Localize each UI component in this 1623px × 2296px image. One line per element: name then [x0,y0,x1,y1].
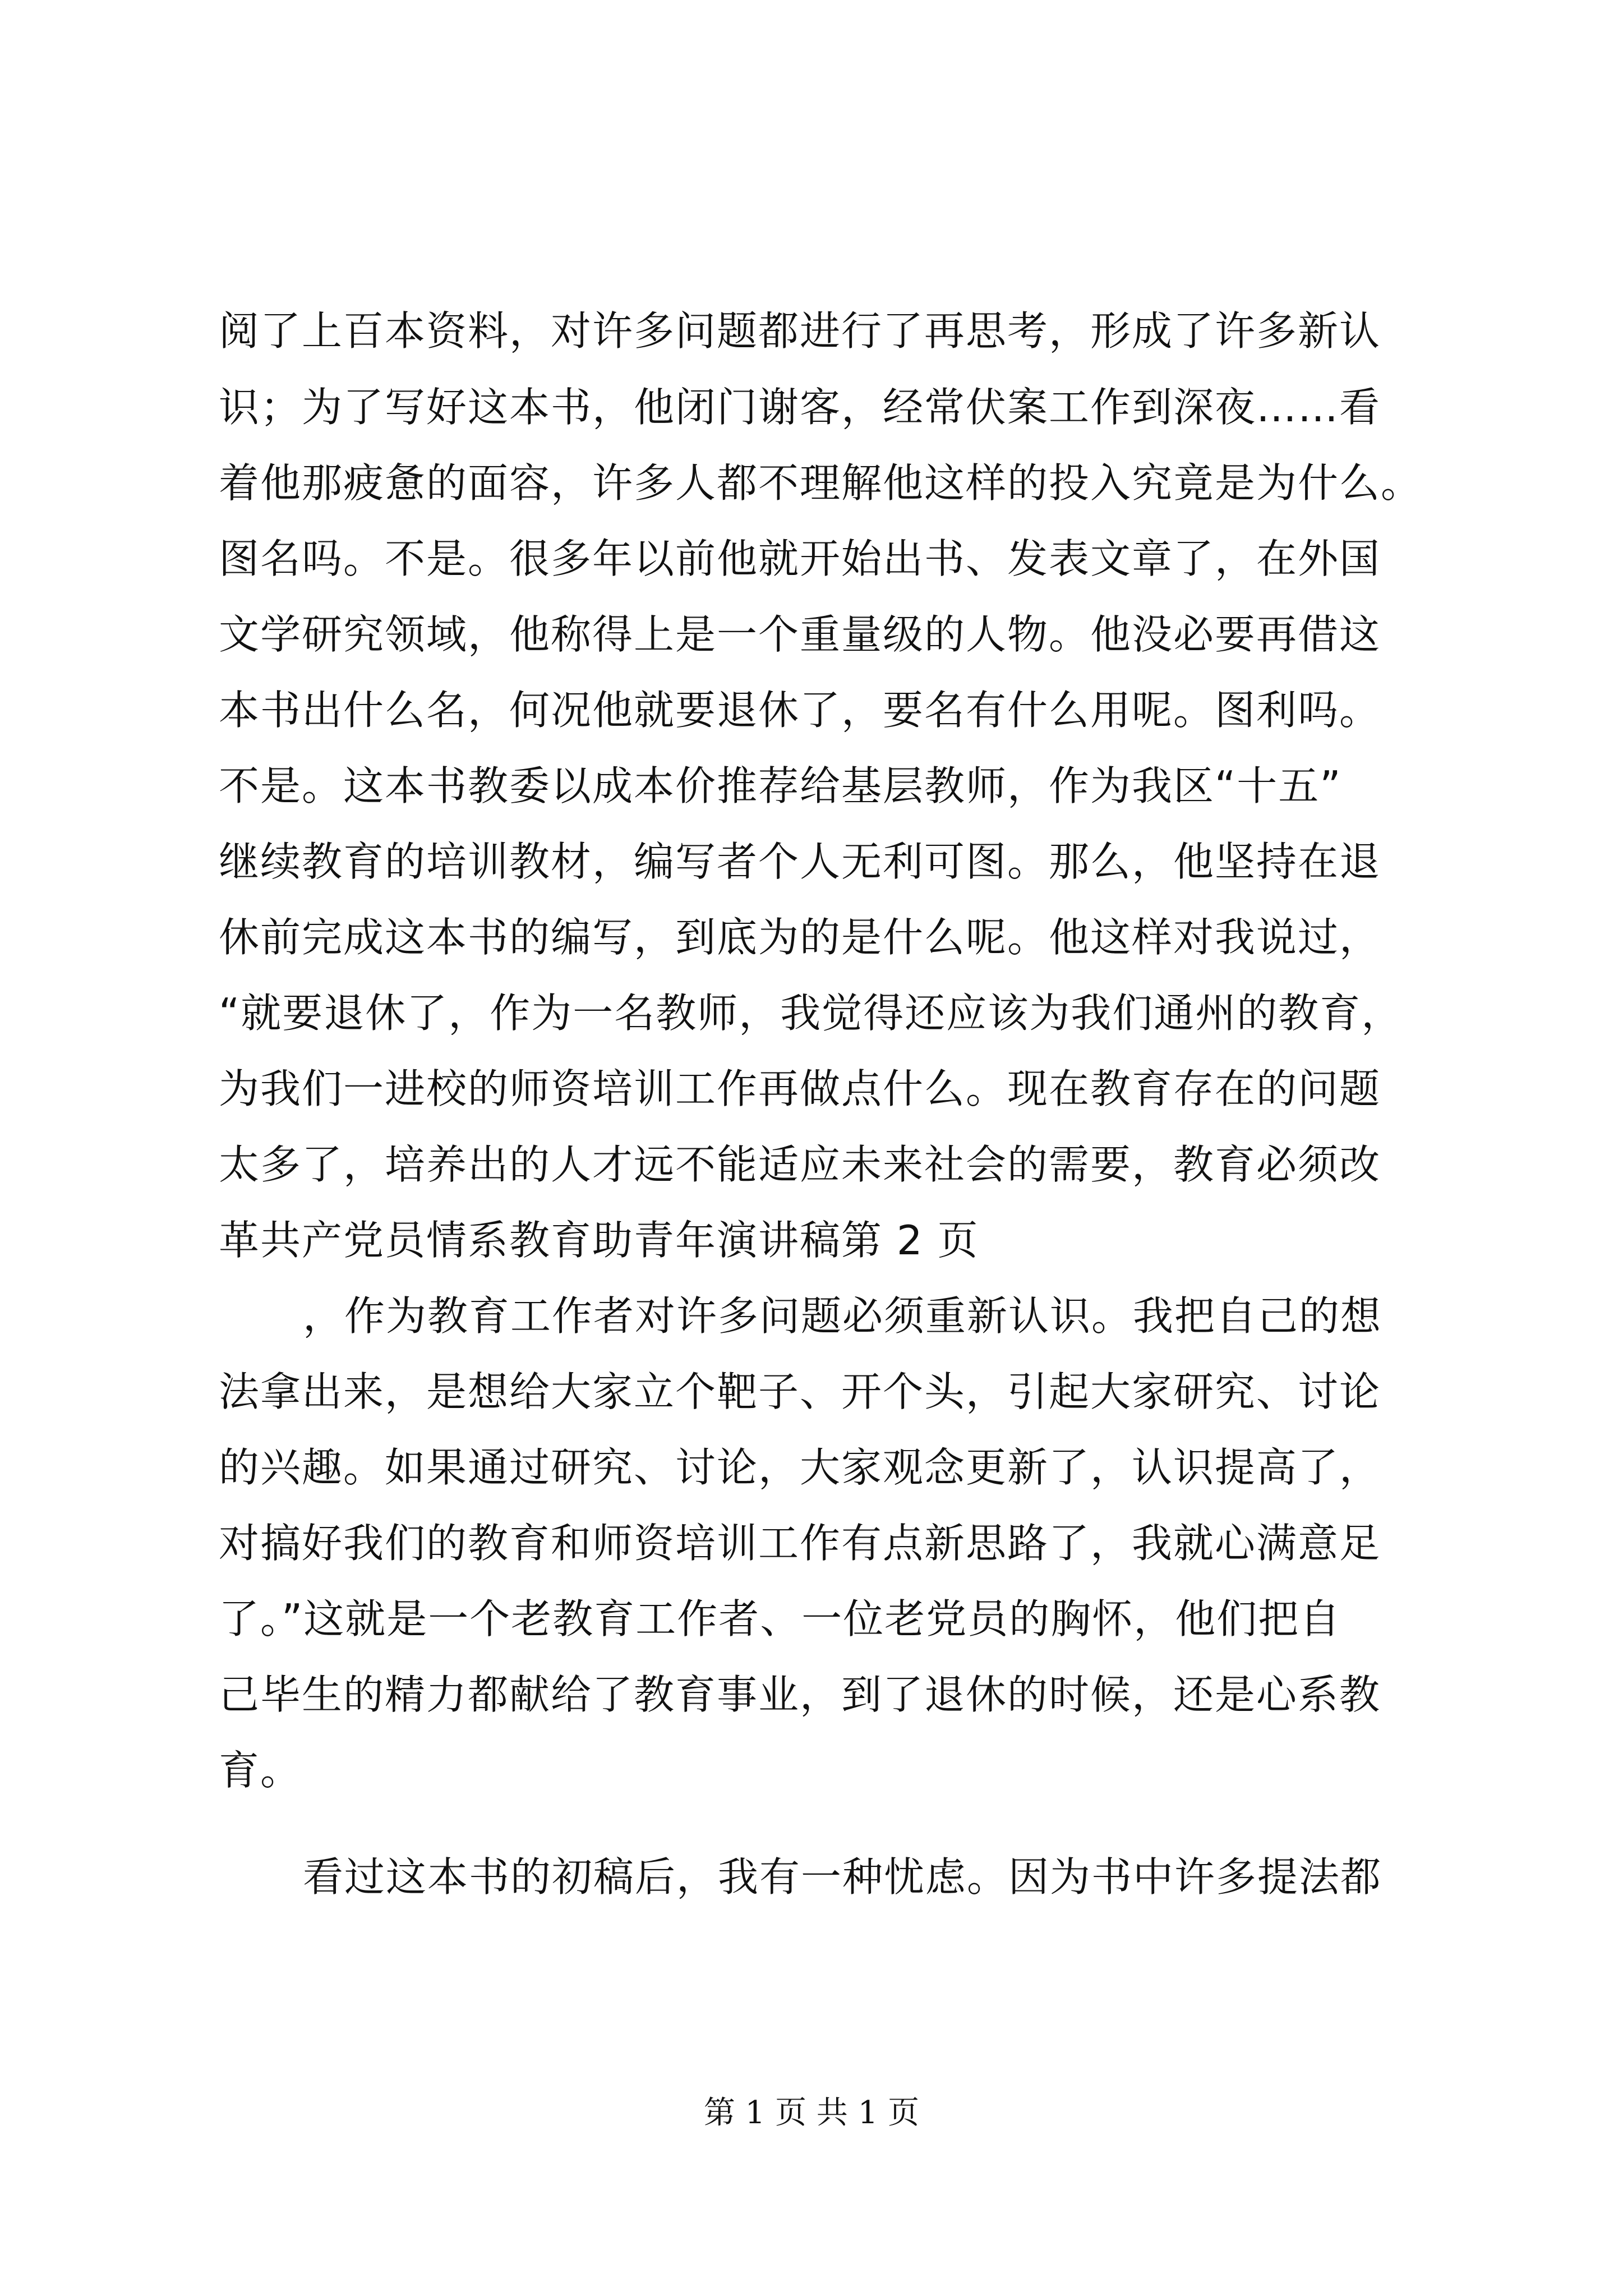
body-text-line: 了。”这就是一个老教育工作者、一位老党员的胸怀，他们把自 [219,1595,1341,1642]
body-text-line: 法拿出来，是想给大家立个靶子、开个头，引起大家研究、讨论 [219,1368,1381,1415]
body-text-line: 继续教育的培训教材，编写者个人无利可图。那么，他坚持在退 [219,838,1381,885]
body-text-line: 本书出什么名，何况他就要退休了，要名有什么用呢。图利吗。 [219,687,1381,734]
body-text-line: 不是。这本书教委以成本价推荐给基层教师，作为我区“十五” [219,762,1342,809]
body-text-line: 育。 [219,1747,302,1794]
body-text-line: 为我们一进校的师资培训工作再做点什么。现在教育存在的问题 [219,1065,1381,1112]
body-text-line: 休前完成这本书的编写，到底为的是什么呢。他这样对我说过， [219,914,1381,961]
body-text-line: 着他那疲惫的面容，许多人都不理解他这样的投入究竟是为什么。 [219,459,1423,507]
body-text-line: 对搞好我们的教育和师资培训工作有点新思路了，我就心满意足 [219,1520,1381,1567]
body-text-line: 革共产党员情系教育助青年演讲稿第 2 页 [219,1217,979,1264]
body-text-line: 的兴趣。如果通过研究、讨论，大家观念更新了，认识提高了， [219,1444,1381,1491]
page-footer: 第 1 页 共 1 页 [703,2095,920,2131]
body-text-line: 看过这本书的初稿后，我有一种忧虑。因为书中许多提法都 [303,1853,1382,1901]
body-text-line: 己毕生的精力都献给了教育事业，到了退休的时候，还是心系教 [219,1671,1381,1718]
body-text-line: 图名吗。不是。很多年以前他就开始出书、发表文章了，在外国 [219,535,1381,582]
body-text-line: 阅了上百本资料，对许多问题都进行了再思考，形成了许多新认 [219,307,1381,355]
body-text-line: “就要退休了，作为一名教师，我觉得还应该为我们通州的教育， [219,990,1403,1037]
body-text-line: 识；为了写好这本书，他闭门谢客，经常伏案工作到深夜……看 [219,384,1381,431]
body-text-line: 太多了，培养出的人才远不能适应未来社会的需要，教育必须改 [219,1141,1381,1188]
body-text-line: 文学研究领域，他称得上是一个重量级的人物。他没必要再借这 [219,611,1381,658]
body-text-line: ，作为教育工作者对许多问题必须重新认识。我把自己的想 [303,1292,1382,1340]
